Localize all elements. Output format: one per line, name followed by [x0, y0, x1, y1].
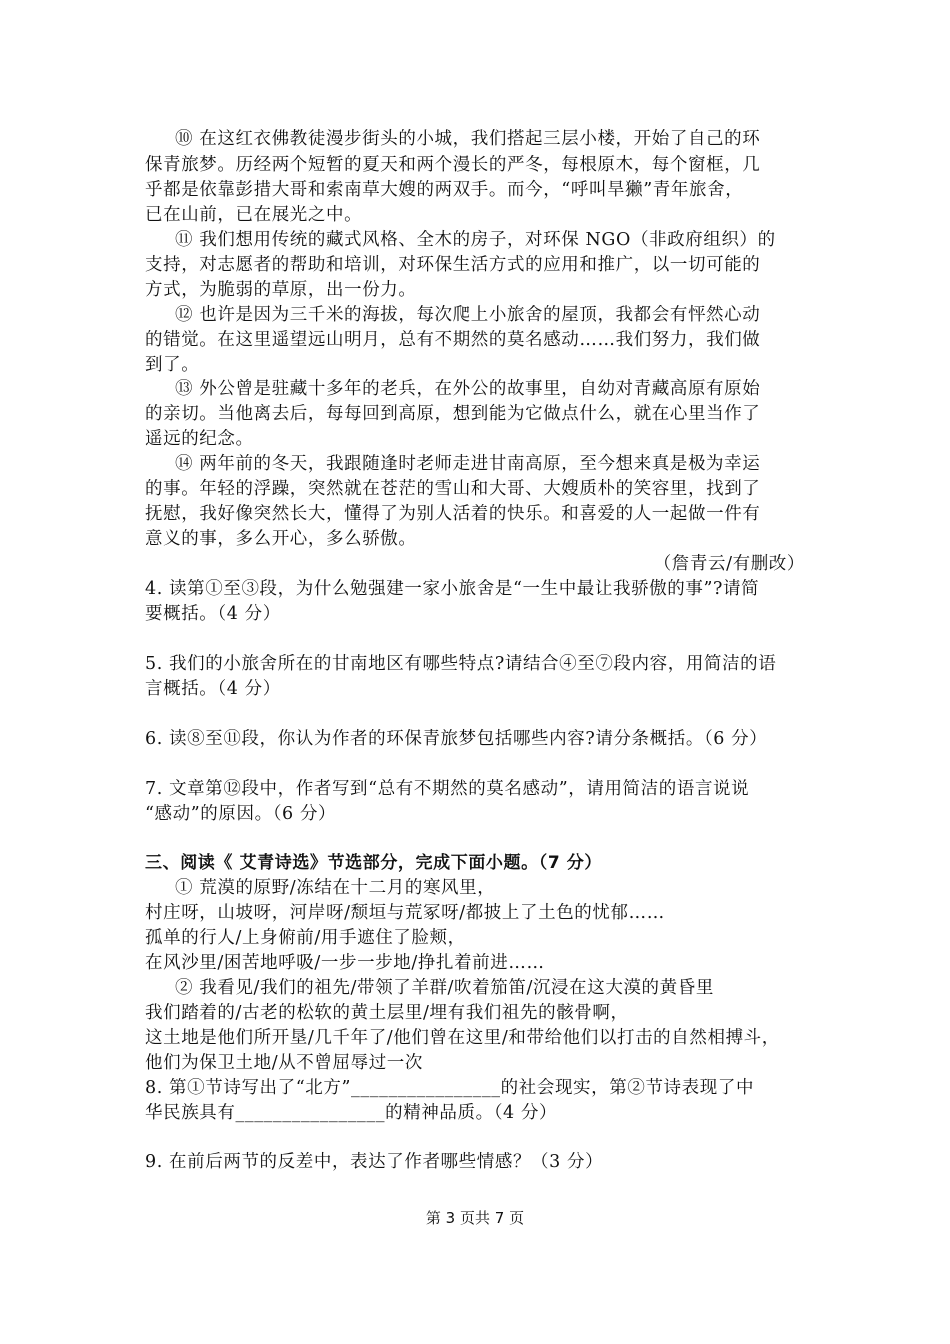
question-5-cont: 言概括。（4 分）	[145, 679, 281, 699]
section-three-heading: 三、阅读《 艾青诗选》节选部分，完成下面小题。（7 分）	[145, 853, 602, 873]
passage-line: 的亲切。当他离去后，每每回到高原，想到能为它做点什么，就在心里当作了	[145, 404, 761, 424]
passage-line: 遥远的纪念。	[145, 429, 254, 449]
question-7: 7. 文章第⑫段中，作者写到“总有不期然的莫名感动”，请用简洁的语言说说	[145, 779, 750, 799]
passage-line: ⑪ 我们想用传统的藏式风格、全木的房子，对环保 NGO（非政府组织）的	[175, 230, 776, 250]
passage-line: 抚慰，我好像突然长大，懂得了为别人活着的快乐。和喜爱的人一起做一件有	[145, 504, 761, 524]
question-6: 6. 读⑧至⑪段，你认为作者的环保青旅梦包括哪些内容?请分条概括。（6 分）	[145, 729, 768, 749]
poem-line: 他们为保卫土地/从不曾屈辱过一次	[145, 1053, 423, 1073]
poem-line: 这土地是他们所开垦/几千年了/他们曾在这里/和带给他们以打击的自然相搏斗，	[145, 1028, 780, 1048]
question-7-cont: “感动”的原因。（6 分）	[145, 804, 337, 824]
passage-line: ⑬ 外公曾是驻藏十多年的老兵，在外公的故事里，自幼对青藏高原有原始	[175, 379, 761, 399]
passage-line: 方式，为脆弱的草原，出一份力。	[145, 280, 417, 300]
question-8: 8. 第①节诗写出了“北方”________________的社会现实，第②节诗表现了中	[145, 1078, 755, 1098]
poem-line: ② 我看见/我们的祖先/带领了羊群/吹着笳笛/沉浸在这大漠的黄昏里	[175, 978, 714, 998]
passage-line: 乎都是依靠彭措大哥和索南草大嫂的两双手。而今，“呼叫旱獭”青年旅舍，	[145, 180, 744, 200]
poem-line: 孤单的行人/上身俯前/用手遮住了脸颊，	[145, 928, 466, 948]
passage-line: 支持，对志愿者的帮助和培训，对环保生活方式的应用和推广，以一切可能的	[145, 255, 761, 275]
question-4: 4. 读第①至③段，为什么勉强建一家小旅舍是“一生中最让我骄傲的事”?请简	[145, 579, 760, 599]
passage-line: 意义的事，多么开心，多么骄傲。	[145, 529, 417, 549]
poem-line: 村庄呀，山坡呀，河岸呀/颓垣与荒冢呀/都披上了土色的忧郁……	[145, 903, 665, 923]
poem-line: ① 荒漠的原野/冻结在十二月的寒风里，	[175, 878, 496, 898]
question-5: 5. 我们的小旅舍所在的甘南地区有哪些特点?请结合④至⑦段内容，用简洁的语	[145, 654, 777, 674]
passage-line: 到了。	[145, 355, 200, 375]
passage-line: 已在山前，已在展光之中。	[145, 205, 363, 225]
poem-line: 在风沙里/困苦地呼吸/一步一步地/挣扎着前进……	[145, 953, 545, 973]
passage-line: 的事。年轻的浮躁，突然就在苍茫的雪山和大哥、大嫂质朴的笑容里，找到了	[145, 479, 761, 499]
passage-line: ⑫ 也许是因为三千米的海拔，每次爬上小旅舍的屋顶，我都会有怦然心动	[175, 305, 761, 325]
passage-line: 保青旅梦。历经两个短暂的夏天和两个漫长的严冬，每根原木，每个窗框，几	[145, 155, 761, 175]
passage-line: ⑩ 在这红衣佛教徒漫步街头的小城，我们搭起三层小楼，开始了自己的环	[175, 129, 761, 149]
passage-line: 的错觉。在这里遥望远山明月，总有不期然的莫名感动……我们努力，我们做	[145, 330, 761, 350]
poem-line: 我们踏着的/古老的松软的黄土层里/埋有我们祖先的骸骨啊，	[145, 1003, 629, 1023]
page-footer: 第 3 页共 7 页	[425, 1209, 525, 1227]
question-9: 9. 在前后两节的反差中，表达了作者哪些情感？（3 分）	[145, 1152, 604, 1172]
passage-line: ⑭ 两年前的冬天，我跟随逢时老师走进甘南高原，至今想来真是极为幸运	[175, 454, 761, 474]
source-citation: （詹青云/有删改）	[653, 554, 805, 574]
question-4-cont: 要概括。（4 分）	[145, 604, 281, 624]
question-8-cont: 华民族具有________________的精神品质。（4 分）	[145, 1103, 558, 1123]
